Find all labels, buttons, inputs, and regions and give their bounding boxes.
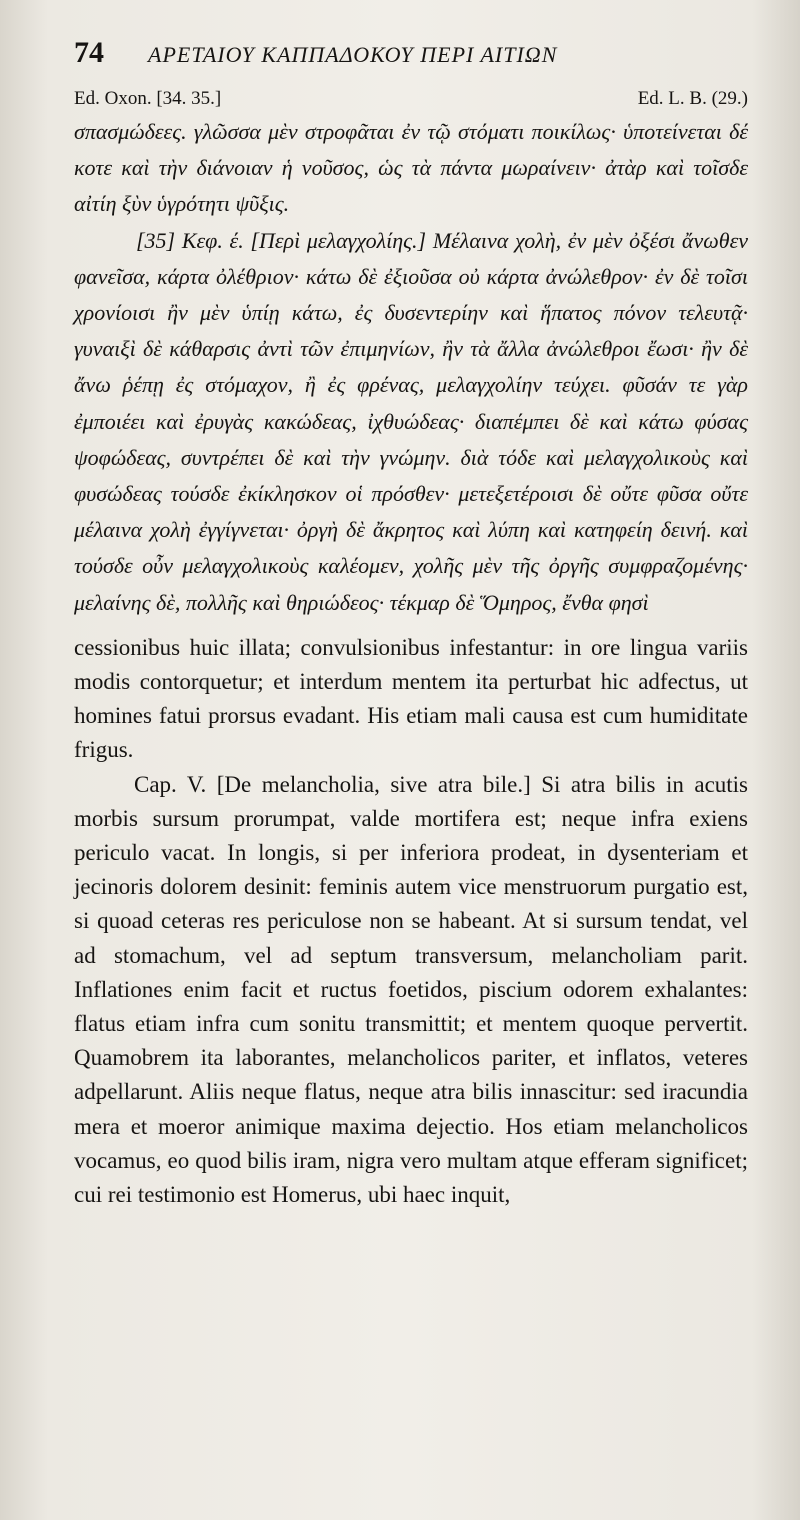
latin-paragraph-2 — [74, 768, 748, 1213]
greek-paragraph-1: σπασμώδεες. γλῶσσα μὲν στροφᾶται ἐν τῷ στόματι ποικίλως· ὑποτείνεται δέ κοτε καὶ τὴν διάνοιαν ἡ νοῦσος, ὡς τὰ πάντα μωραίνειν· ἀτὰρ καὶ τοῖσδε αἰτίη ξὺν ὑγρότητι ψῦξις. — [74, 119, 748, 217]
latin-chapter-body: Si atra bilis in acutis morbis sursum prorumpat, valde mortifera est; neque infra exiens periculo vacat. In longis, si per inferiora prodeat, in dysenteriam et jecinoris dolorem desinit: feminis autem vice menstruorum purgatio est, si quoad ceteras res periculose non se habeant. At si sursum tendat, vel ad stomachum, vel ad septum transversum, melancholiam parit. Inflationes enim facit et ructus foetidos, piscium odorem exhalantes: flatus etiam infra cum sonitu transmittit; et mentem quoque pervertit. Quamobrem ita laborantes, melancholicos pariter, et inflatos, veteres adpellarunt. Aliis neque flatus, neque atra bilis innascitur: sed iracundia mera et moeror animique maxima dejectio. Hos etiam melancholicos vocamus, eo quod bilis iram, nigra vero multam atque efferam significet; cui rei testimonio est Homerus, ubi haec inquit, — [74, 771, 749, 1208]
greek-chapter-body: Μέλαινα χολὴ, ἐν μὲν ὀξέσι ἄνωθεν φανεῖσα, κάρτα ὀλέθριον· κάτω δὲ ἐξιοῦσα οὐ κάρτα ἀνώλεθρον· ἐν δὲ τοῖσι χρονίοισι ἢν μὲν ὑπίῃ κάτω, ἐς δυσεντερίην καὶ ἥπατος πόνον τελευτᾷ· γυναιξὶ δὲ κάθαρσις ἀντὶ τῶν ἐπιμηνίων, ἢν τὰ ἄλλα ἀνώλεθροι ἔωσι· ἢν δὲ ἄνω ῥέπῃ ἐς στόμαχον, ἢ ἐς φρένας, μελαγχολίην τεύχει. φῦσάν τε γὰρ ἐμποιέει καὶ ἐρυγὰς κακώδεας, ἰχθυώδεας· διαπέμπει δὲ καὶ κάτω φύσας ψοφώδεας, συντρέπει δὲ καὶ τὴν γνώμην. διὰ τόδε καὶ μελαγχολικοὺς καὶ φυσώδεας τούσδε ἐκίκλησκον οἱ πρόσθεν· μετεξετέροισι δὲ οὔτε φῦσα οὔτε μέλαινα χολὴ ἐγγίγνεται· ὀργὴ δὲ ἄκρητος καὶ λύπη καὶ κατηφείη δεινή. καὶ τούσδε οὖν μελαγχολικοὺς καλέομεν, χολῆς μὲν τῆς ὀργῆς συμφραζομένης· μελαίνης δὲ, πολλῆς καὶ θηριώδεος· τέκμαρ δὲ Ὅμηρος, ἔνθα φησὶ — [74, 227, 749, 615]
greek-paragraph-2 — [74, 223, 748, 621]
latin-paragraph-1: cessionibus huic illata; convulsionibus infestantur: in ore lingua variis modis contorquetur; et interdum mentem ita perturbat hic adfectus, ut homines fatui prorsus evadant. His etiam mali causa est cum humiditate frigus. — [74, 634, 748, 763]
edition-ref-right: Ed. L. B. (29.) — [637, 88, 748, 109]
page-number: 74 — [74, 36, 104, 69]
greek-text — [74, 114, 748, 621]
running-title: ΑΡΕΤΑΙΟΥ ΚΑΠΠΑΔΟΚΟΥ ΠΕΡΙ ΑΙΤΙΩΝ — [148, 42, 558, 67]
latin-text — [74, 631, 748, 1212]
greek-chapter-heading: [35] Κεφ. έ. [Περὶ μελαγχολίης.] — [136, 227, 427, 253]
latin-chapter-heading: Cap. V. [De melancholia, sive atra bile.] — [134, 771, 531, 797]
edition-references — [74, 88, 748, 110]
page-header — [74, 36, 748, 70]
edition-ref-left: Ed. Oxon. [34. 35.] — [74, 88, 222, 109]
